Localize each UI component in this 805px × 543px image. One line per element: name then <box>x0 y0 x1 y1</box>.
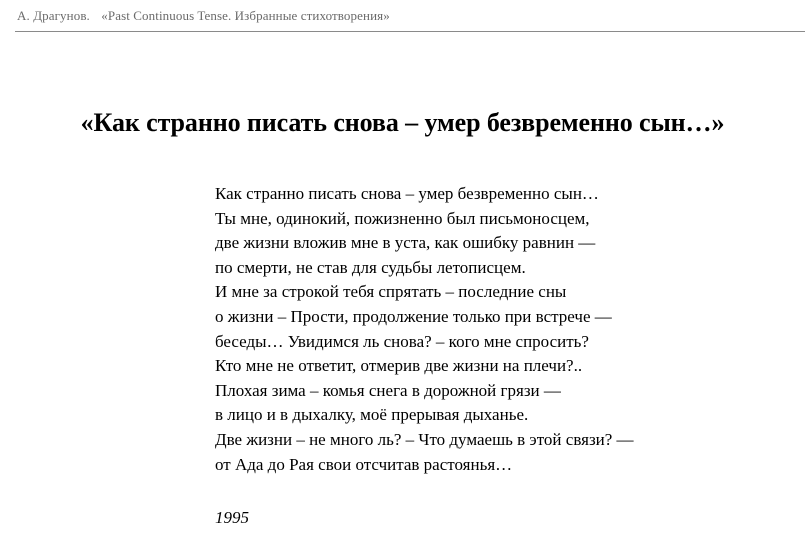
poem-line: о жизни – Прости, продолжение только при встрече — <box>215 306 612 326</box>
poem-line: две жизни вложив мне в уста, как ошибку равнин — <box>215 233 596 253</box>
poem-line: Плохая зима – комья снега в дорожной грязи — <box>215 380 561 400</box>
poem-line: Кто мне не ответит, отмерив две жизни на плечи?.. <box>215 356 583 376</box>
poem-title: «Как странно писать снова – умер безвременно сын…» <box>80 108 725 137</box>
header-book-title: «Past Continuous Tense. Избранные стихотворения» <box>101 8 390 23</box>
poem-line: Ты мне, одинокий, пожизненно был письмоносцем, <box>215 208 590 228</box>
poem-body <box>215 182 634 477</box>
poem-line: И мне за строкой тебя спрятать – последние сны <box>215 282 567 302</box>
poem-line: Как странно писать снова – умер безвременно сын… <box>215 184 599 203</box>
header-author: А. Драгунов. <box>17 8 90 23</box>
poem-line: беседы… Увидимся ль снова? – кого мне спросить? <box>215 331 589 351</box>
poem-line: по смерти, не став для судьбы летописцем. <box>215 257 526 277</box>
poem-line: Две жизни – не много ль? – Что думаешь в этой связи? — <box>215 429 634 449</box>
poem-line: от Ада до Рая свои отсчитав растоянья… <box>215 454 513 474</box>
running-header <box>17 8 390 24</box>
poem-date: 1995 <box>215 508 249 527</box>
poem-line: в лицо и в дыхалку, моё прерывая дыханье. <box>215 405 529 425</box>
header-divider <box>15 31 805 32</box>
